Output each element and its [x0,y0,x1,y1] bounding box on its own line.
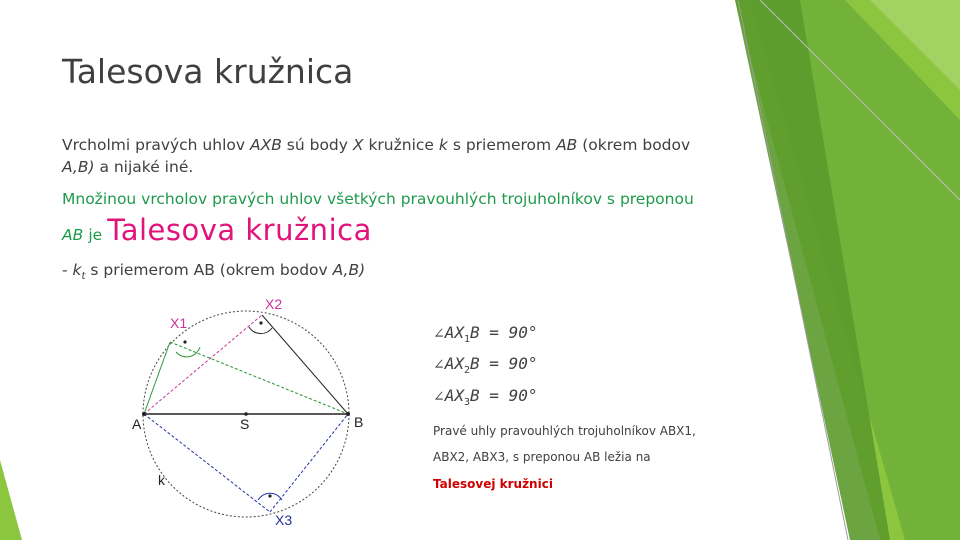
eq1-sub: 1 [464,334,471,346]
angle-symbol-2: ∠ [433,357,445,373]
p1-ab: AB [556,136,578,154]
line-x3-b [270,414,348,512]
eq2-pre: AX [444,354,464,373]
eq3-post: B = 90° [470,386,538,405]
p4-dash: - [62,261,68,279]
slide-title: Talesova kružnica [62,52,354,91]
right-angle-dot-x2 [259,321,262,324]
p1-text-6: a nijaké iné. [99,158,194,176]
note-line-2: ABX2, ABX3, s preponou AB ležia na [433,450,651,464]
p1-k: k [438,136,448,154]
p4-k-letter: k [72,261,82,279]
equation-x3 [433,386,537,408]
eq1-pre: AX [444,323,464,342]
label-s: S [240,416,250,432]
label-a: A [132,416,142,432]
point-a [142,412,146,416]
line-x2-b [262,315,348,414]
p3-je: je [88,226,103,244]
label-b: B [354,414,364,430]
note-line-3: Talesovej kružnici [433,477,553,491]
point-b [346,412,350,416]
angle-symbol-3: ∠ [433,389,445,405]
p1-x: X [352,136,364,154]
eq3-pre: AX [444,386,464,405]
p4-text: s priemerom AB (okrem bodov [90,261,328,279]
equation-x2 [433,354,537,376]
label-x1: X1 [170,315,188,331]
right-angle-dot-x1 [183,340,186,343]
eq1-post: B = 90° [470,323,538,342]
right-angle-dot-x3 [268,494,271,497]
p1-axb: AXB [249,136,282,154]
p4-ab: A,B) [332,261,366,279]
label-k: k [158,472,165,488]
p1-ab2: A,B) [62,158,95,176]
p1-text-2: sú body [286,136,348,154]
equation-x1 [433,323,537,345]
paragraph-set-definition: Množinou vrcholov pravých uhlov všetkých pravouhlých trojuholníkov s preponou [62,190,694,208]
angle-symbol-1: ∠ [433,326,445,342]
eq2-post: B = 90° [470,354,538,373]
right-angle-arc-x1 [176,347,200,357]
p1-text-4: s priemerom [452,136,552,154]
p3-thales-circle: Talesova kružnica [107,213,372,247]
eq2-sub: 2 [464,365,471,377]
p1-text-3: kružnice [368,136,434,154]
label-x2: X2 [265,296,283,312]
eq3-sub: 3 [464,397,471,409]
p3-ab: AB [62,226,84,244]
right-angle-arc-x2 [249,327,272,334]
label-x3: X3 [275,512,293,528]
note-line-1: Pravé uhly pravouhlých trojuholníkov ABX1, [433,424,696,438]
p1-text-5: (okrem bodov [582,136,691,154]
p1-text-1: Vrcholmi pravých uhlov [62,136,246,154]
line-a-x3 [144,414,270,512]
p4-k-sub: t [81,271,86,283]
